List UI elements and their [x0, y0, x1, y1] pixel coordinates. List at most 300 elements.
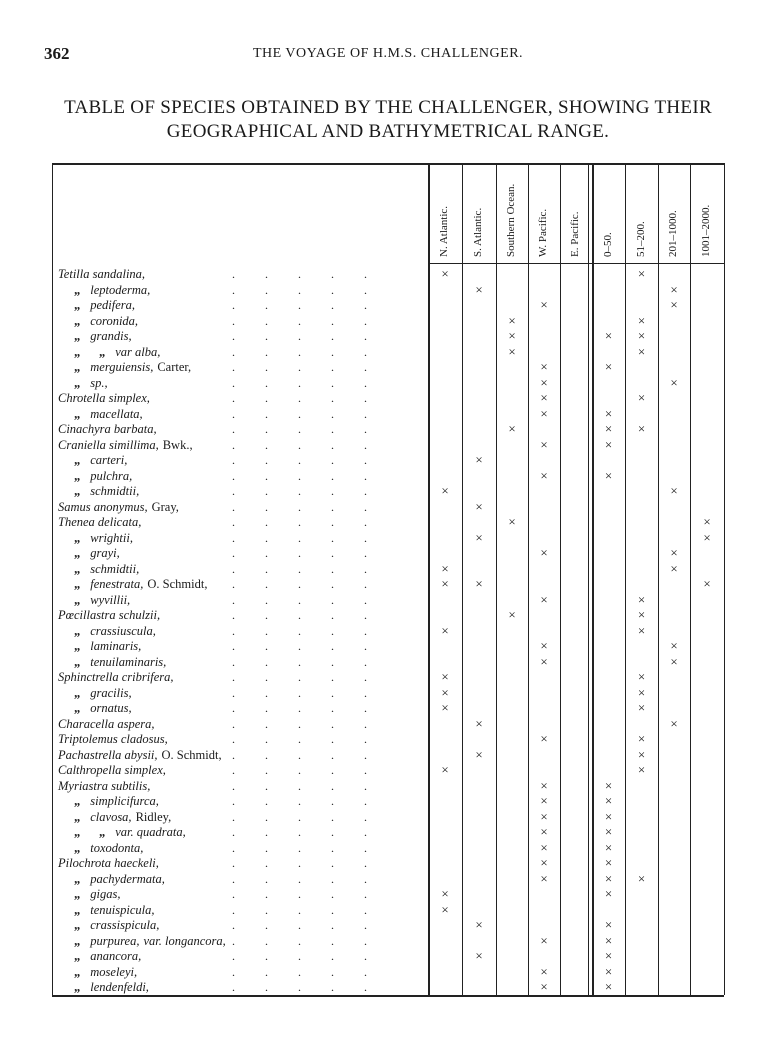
ditto-mark: „: [74, 298, 81, 312]
ditto-mark: „ „: [74, 344, 106, 359]
species-name: wyvillii,: [90, 592, 131, 607]
column-rule-double: [588, 163, 589, 995]
species-row: [58, 375, 108, 391]
table-top-rule: [52, 163, 724, 165]
species-name: Pilochrota haeckeli,: [58, 856, 159, 870]
species-row: [58, 700, 132, 716]
species-name: purpurea,: [90, 933, 140, 948]
range-mark: ×: [475, 917, 483, 932]
ditto-mark: „: [74, 701, 81, 715]
leader-dots: . . . . .: [232, 577, 367, 591]
leader-dots: . . . . .: [232, 732, 367, 746]
ditto-mark: „: [74, 933, 81, 948]
range-mark: ×: [475, 948, 483, 963]
ditto-mark: „: [74, 592, 81, 607]
species-name: moseleyi,: [90, 964, 138, 979]
species-row: [58, 809, 171, 825]
species-row: [58, 530, 133, 546]
ditto-mark: „: [74, 313, 81, 328]
column-rule: [528, 163, 529, 995]
ditto-mark: „: [74, 375, 81, 390]
range-mark: ×: [637, 731, 646, 746]
range-mark: ×: [604, 932, 613, 948]
species-name: macellata,: [90, 406, 143, 421]
leader-dots: . . . . .: [232, 329, 367, 343]
range-mark: ×: [540, 808, 548, 824]
species-row: [58, 266, 145, 282]
range-mark: ×: [441, 886, 449, 901]
column-rule: [658, 163, 659, 995]
leader-dots: . . . . .: [232, 546, 367, 560]
range-mark: ×: [637, 421, 646, 436]
column-rule: [625, 163, 626, 995]
species-row: [58, 638, 141, 654]
species-row: [58, 561, 139, 577]
leader-dots: . . . . .: [232, 298, 367, 312]
range-mark: ×: [637, 700, 646, 715]
species-author: var. longancora,: [143, 933, 226, 948]
species-row: [58, 685, 132, 701]
leader-dots: . . . . .: [232, 437, 367, 452]
species-row: [58, 437, 193, 453]
species-name: fenestrata,: [90, 577, 144, 591]
column-header: 51–200.: [634, 221, 647, 257]
species-name: coronida,: [90, 313, 139, 328]
range-mark: ×: [540, 793, 548, 808]
leader-dots: . . . . .: [232, 825, 367, 839]
ditto-mark: „: [74, 484, 81, 498]
range-mark: ×: [703, 529, 711, 545]
column-rule: [496, 163, 497, 995]
leader-dots: . . . . .: [232, 515, 367, 529]
range-mark: ×: [475, 452, 483, 467]
range-mark: ×: [441, 669, 449, 684]
leader-dots: . . . . .: [232, 453, 367, 467]
range-mark: ×: [604, 979, 613, 994]
leader-dots: . . . . .: [232, 282, 367, 297]
leader-dots: . . . . .: [232, 344, 367, 359]
leader-dots: . . . . .: [232, 623, 367, 638]
species-row: [58, 840, 143, 856]
species-name: leptoderma,: [90, 282, 151, 297]
species-row: [58, 514, 141, 530]
leader-dots: . . . . .: [232, 778, 367, 793]
range-mark: ×: [475, 715, 483, 731]
species-name: Calthropella simplex,: [58, 763, 166, 777]
leader-dots: . . . . .: [232, 391, 367, 405]
range-mark: ×: [703, 576, 711, 591]
range-mark: ×: [540, 855, 548, 870]
species-row: [58, 576, 207, 592]
range-mark: ×: [670, 483, 678, 498]
range-mark: ×: [540, 638, 548, 653]
species-name: Pœcillastra schulzii,: [58, 608, 161, 622]
species-row: [58, 902, 154, 918]
ditto-mark: „: [74, 794, 81, 808]
range-mark: ×: [508, 514, 516, 529]
species-name: Myriastra subtilis,: [58, 778, 151, 793]
species-author: Carter,: [157, 360, 192, 374]
range-mark: ×: [540, 374, 548, 390]
species-author: Gray,: [151, 499, 179, 514]
species-name: pachydermata,: [90, 871, 165, 886]
species-row: [58, 778, 150, 794]
species-name: Thenea delicata,: [58, 515, 142, 529]
leader-dots: . . . . .: [232, 484, 367, 498]
column-rule: [592, 163, 594, 995]
range-mark: ×: [604, 421, 613, 436]
range-mark: ×: [540, 467, 548, 483]
species-name: Sphinctrella cribrifera,: [58, 670, 174, 684]
species-name: var alba,: [115, 344, 161, 359]
range-mark: ×: [637, 343, 646, 359]
leader-dots: . . . . .: [232, 701, 367, 715]
ditto-mark: „: [74, 918, 81, 932]
species-name: Triptolemus cladosus,: [58, 732, 168, 746]
leader-dots: . . . . .: [232, 313, 367, 328]
species-name: sp.,: [90, 375, 108, 390]
leader-dots: . . . . .: [232, 406, 367, 421]
range-mark: ×: [441, 901, 449, 917]
range-mark: ×: [540, 390, 548, 405]
range-mark: ×: [508, 421, 516, 436]
species-name: merguiensis,: [90, 360, 154, 374]
species-name: Characella aspera,: [58, 716, 155, 731]
ditto-mark: „ „: [74, 825, 106, 839]
range-mark: ×: [475, 746, 483, 762]
species-row: [58, 979, 149, 995]
species-name: gigas,: [90, 887, 121, 901]
range-mark: ×: [540, 963, 548, 979]
species-name: Cinachyra barbata,: [58, 422, 157, 436]
leader-dots: . . . . .: [232, 685, 367, 700]
leader-dots: . . . . .: [232, 809, 367, 824]
species-name: Samus anonymus,: [58, 499, 148, 514]
range-mark: ×: [637, 312, 646, 328]
species-name: pulchra,: [90, 468, 133, 483]
species-row: [58, 359, 191, 375]
leader-dots: . . . . .: [232, 592, 367, 607]
species-row: [58, 545, 120, 561]
range-mark: ×: [604, 839, 613, 855]
range-mark: ×: [508, 328, 516, 343]
range-mark: ×: [441, 266, 449, 281]
range-mark: ×: [637, 870, 646, 886]
species-name: Craniella simillima,: [58, 437, 159, 452]
species-name: var. quadrata,: [115, 825, 186, 839]
column-header: Southern Ocean.: [505, 183, 517, 257]
species-name: carteri,: [90, 453, 128, 467]
table-title-line-1: TABLE OF SPECIES OBTAINED BY THE CHALLENGER, SHOWING THEIR: [64, 97, 712, 118]
leader-dots: . . . . .: [232, 980, 367, 994]
range-mark: ×: [441, 684, 449, 700]
leader-dots: . . . . .: [232, 639, 367, 653]
range-mark: ×: [604, 870, 613, 886]
table-left-rule: [52, 163, 53, 995]
species-row: [58, 468, 132, 484]
ditto-mark: „: [74, 623, 81, 638]
range-mark: ×: [441, 622, 449, 638]
range-mark: ×: [637, 266, 646, 281]
species-row: [58, 344, 160, 360]
range-mark: ×: [508, 312, 516, 328]
species-row: [58, 824, 186, 840]
leader-dots: . . . . .: [232, 887, 367, 901]
range-mark: ×: [637, 607, 646, 622]
range-mark: ×: [637, 390, 646, 405]
species-name: simplicifurca,: [90, 794, 159, 808]
species-row: [58, 390, 150, 406]
species-name: grayi,: [90, 546, 120, 560]
leader-dots: . . . . .: [232, 747, 367, 762]
ditto-mark: „: [74, 546, 81, 560]
range-mark: ×: [441, 762, 449, 777]
species-row: [58, 483, 139, 499]
species-row: [58, 731, 168, 747]
range-mark: ×: [540, 545, 548, 560]
range-mark: ×: [670, 715, 678, 731]
range-mark: ×: [540, 405, 548, 421]
species-author: O. Schmidt,: [147, 577, 208, 591]
range-mark: ×: [475, 529, 483, 545]
range-mark: ×: [540, 436, 548, 452]
range-mark: ×: [540, 932, 548, 948]
range-mark: ×: [703, 514, 711, 529]
range-mark: ×: [670, 653, 678, 669]
table-title-line-2: GEOGRAPHICAL AND BATHYMETRICAL RANGE.: [166, 121, 610, 142]
species-row: [58, 716, 155, 732]
species-row: [58, 948, 141, 964]
species-name: wrightii,: [90, 530, 133, 545]
species-row: [58, 654, 166, 670]
species-name: toxodonta,: [90, 840, 144, 855]
species-name: anancora,: [90, 949, 142, 963]
leader-dots: . . . . .: [232, 530, 367, 545]
species-row: [58, 747, 222, 763]
range-mark: ×: [604, 855, 613, 870]
species-row: [58, 592, 130, 608]
leader-dots: . . . . .: [232, 375, 367, 390]
range-mark: ×: [637, 762, 646, 777]
species-row: [58, 406, 143, 422]
species-name: Pachastrella abysii,: [58, 747, 158, 762]
leader-dots: . . . . .: [232, 902, 367, 917]
leader-dots: . . . . .: [232, 794, 367, 808]
range-mark: ×: [508, 343, 516, 359]
range-mark: ×: [604, 793, 613, 808]
range-mark: ×: [540, 297, 548, 312]
species-row: [58, 669, 174, 685]
species-name: grandis,: [90, 329, 132, 343]
ditto-mark: „: [74, 561, 81, 576]
range-mark: ×: [475, 281, 483, 297]
leader-dots: . . . . .: [232, 918, 367, 932]
leader-dots: . . . . .: [232, 267, 367, 281]
species-row: [58, 297, 135, 313]
species-author: O. Schmidt,: [161, 747, 222, 762]
column-rule: [428, 163, 430, 995]
species-row: [58, 282, 150, 298]
species-name: schmidtii,: [90, 484, 140, 498]
range-mark: ×: [441, 700, 449, 715]
range-mark: ×: [604, 886, 613, 901]
species-name: Chrotella simplex,: [58, 391, 150, 405]
species-name: tenuilaminaris,: [90, 654, 167, 669]
species-name: gracilis,: [90, 685, 132, 700]
species-author: Bwk.,: [162, 437, 193, 452]
leader-dots: . . . . .: [232, 608, 367, 622]
species-name: pedifera,: [90, 298, 136, 312]
species-row: [58, 452, 127, 468]
species-row: [58, 793, 159, 809]
species-name: clavosa,: [90, 809, 132, 824]
column-header: S. Atlantic.: [472, 207, 484, 257]
range-mark: ×: [540, 824, 548, 839]
column-header: W. Pacific.: [537, 208, 549, 257]
ditto-mark: „: [74, 329, 81, 343]
species-name: Tetilla sandalina,: [58, 267, 146, 281]
column-rule: [690, 163, 691, 995]
range-mark: ×: [508, 607, 516, 622]
species-name: laminaris,: [90, 639, 142, 653]
ditto-mark: „: [74, 577, 81, 591]
species-name: ornatus,: [90, 701, 132, 715]
species-name: tenuispicula,: [90, 902, 155, 917]
species-row: [58, 855, 159, 871]
species-name: schmidtii,: [90, 561, 140, 576]
leader-dots: . . . . .: [232, 964, 367, 979]
range-mark: ×: [441, 483, 449, 498]
range-mark: ×: [637, 622, 646, 638]
column-header: 201–1000.: [667, 210, 679, 257]
ditto-mark: „: [74, 980, 81, 994]
species-row: [58, 871, 165, 887]
range-mark: ×: [670, 297, 678, 312]
range-mark: ×: [604, 436, 613, 452]
range-mark: ×: [637, 669, 646, 684]
ditto-mark: „: [74, 468, 81, 483]
ditto-mark: „: [74, 840, 81, 855]
leader-dots: . . . . .: [232, 933, 367, 948]
species-row: [58, 313, 138, 329]
range-mark: ×: [540, 359, 548, 374]
ditto-mark: „: [74, 887, 81, 901]
species-row: [58, 886, 120, 902]
ditto-mark: „: [74, 902, 81, 917]
ditto-mark: „: [74, 530, 81, 545]
page-number: 362: [44, 44, 70, 63]
range-mark: ×: [670, 545, 678, 560]
column-rule: [462, 163, 463, 995]
species-row: [58, 623, 156, 639]
column-header: 1001–2000.: [700, 204, 712, 257]
leader-dots: . . . . .: [232, 468, 367, 483]
range-mark: ×: [670, 560, 678, 576]
ditto-mark: „: [74, 654, 81, 669]
species-row: [58, 917, 159, 933]
ditto-mark: „: [74, 360, 81, 374]
range-mark: ×: [604, 777, 613, 793]
leader-dots: . . . . .: [232, 856, 367, 870]
range-mark: ×: [637, 684, 646, 700]
range-mark: ×: [604, 328, 613, 343]
species-row: [58, 933, 226, 949]
range-mark: ×: [637, 746, 646, 762]
range-mark: ×: [604, 917, 613, 932]
range-mark: ×: [604, 824, 613, 839]
range-mark: ×: [637, 591, 646, 607]
range-mark: ×: [604, 963, 613, 979]
leader-dots: . . . . .: [232, 871, 367, 886]
range-mark: ×: [604, 359, 613, 374]
leader-dots: . . . . .: [232, 763, 367, 777]
ditto-mark: „: [74, 809, 81, 824]
leader-dots: . . . . .: [232, 561, 367, 576]
ditto-mark: „: [74, 685, 81, 700]
range-mark: ×: [604, 405, 613, 421]
ditto-mark: „: [74, 871, 81, 886]
range-mark: ×: [540, 870, 548, 886]
range-mark: ×: [637, 328, 646, 343]
ditto-mark: „: [74, 453, 81, 467]
leader-dots: . . . . .: [232, 360, 367, 374]
leader-dots: . . . . .: [232, 499, 367, 514]
table-right-rule: [724, 163, 725, 995]
column-header: N. Atlantic.: [438, 205, 450, 257]
range-mark: ×: [604, 948, 613, 963]
range-mark: ×: [540, 591, 548, 607]
range-mark: ×: [540, 731, 548, 746]
range-mark: ×: [670, 374, 678, 390]
species-row: [58, 964, 137, 980]
ditto-mark: „: [74, 406, 81, 421]
range-mark: ×: [604, 467, 613, 483]
range-mark: ×: [604, 808, 613, 824]
column-header: E. Pacific.: [569, 211, 581, 257]
range-mark: ×: [475, 576, 483, 591]
leader-dots: . . . . .: [232, 422, 367, 436]
ditto-mark: „: [74, 964, 81, 979]
header-divider-rule: [428, 263, 724, 264]
running-head: THE VOYAGE OF H.M.S. CHALLENGER.: [252, 46, 524, 61]
ditto-mark: „: [74, 639, 81, 653]
range-mark: ×: [540, 653, 548, 669]
range-mark: ×: [540, 979, 548, 994]
leader-dots: . . . . .: [232, 840, 367, 855]
species-name: crassiuscula,: [90, 623, 156, 638]
table-bottom-rule: [52, 995, 724, 997]
species-row: [58, 421, 157, 437]
species-row: [58, 499, 179, 515]
ditto-mark: „: [74, 949, 81, 963]
species-name: lendenfeldi,: [90, 980, 149, 994]
species-author: Ridley,: [135, 809, 172, 824]
range-mark: ×: [540, 839, 548, 855]
column-header: 0–50.: [601, 232, 614, 257]
leader-dots: . . . . .: [232, 716, 367, 731]
range-mark: ×: [441, 560, 449, 576]
column-rule: [560, 163, 561, 995]
species-name: crassispicula,: [90, 918, 160, 932]
species-row: [58, 328, 132, 344]
range-mark: ×: [475, 498, 483, 514]
species-row: [58, 762, 166, 778]
range-mark: ×: [670, 638, 678, 653]
leader-dots: . . . . .: [232, 670, 367, 684]
range-mark: ×: [670, 281, 678, 297]
leader-dots: . . . . .: [232, 654, 367, 669]
ditto-mark: „: [74, 282, 81, 297]
